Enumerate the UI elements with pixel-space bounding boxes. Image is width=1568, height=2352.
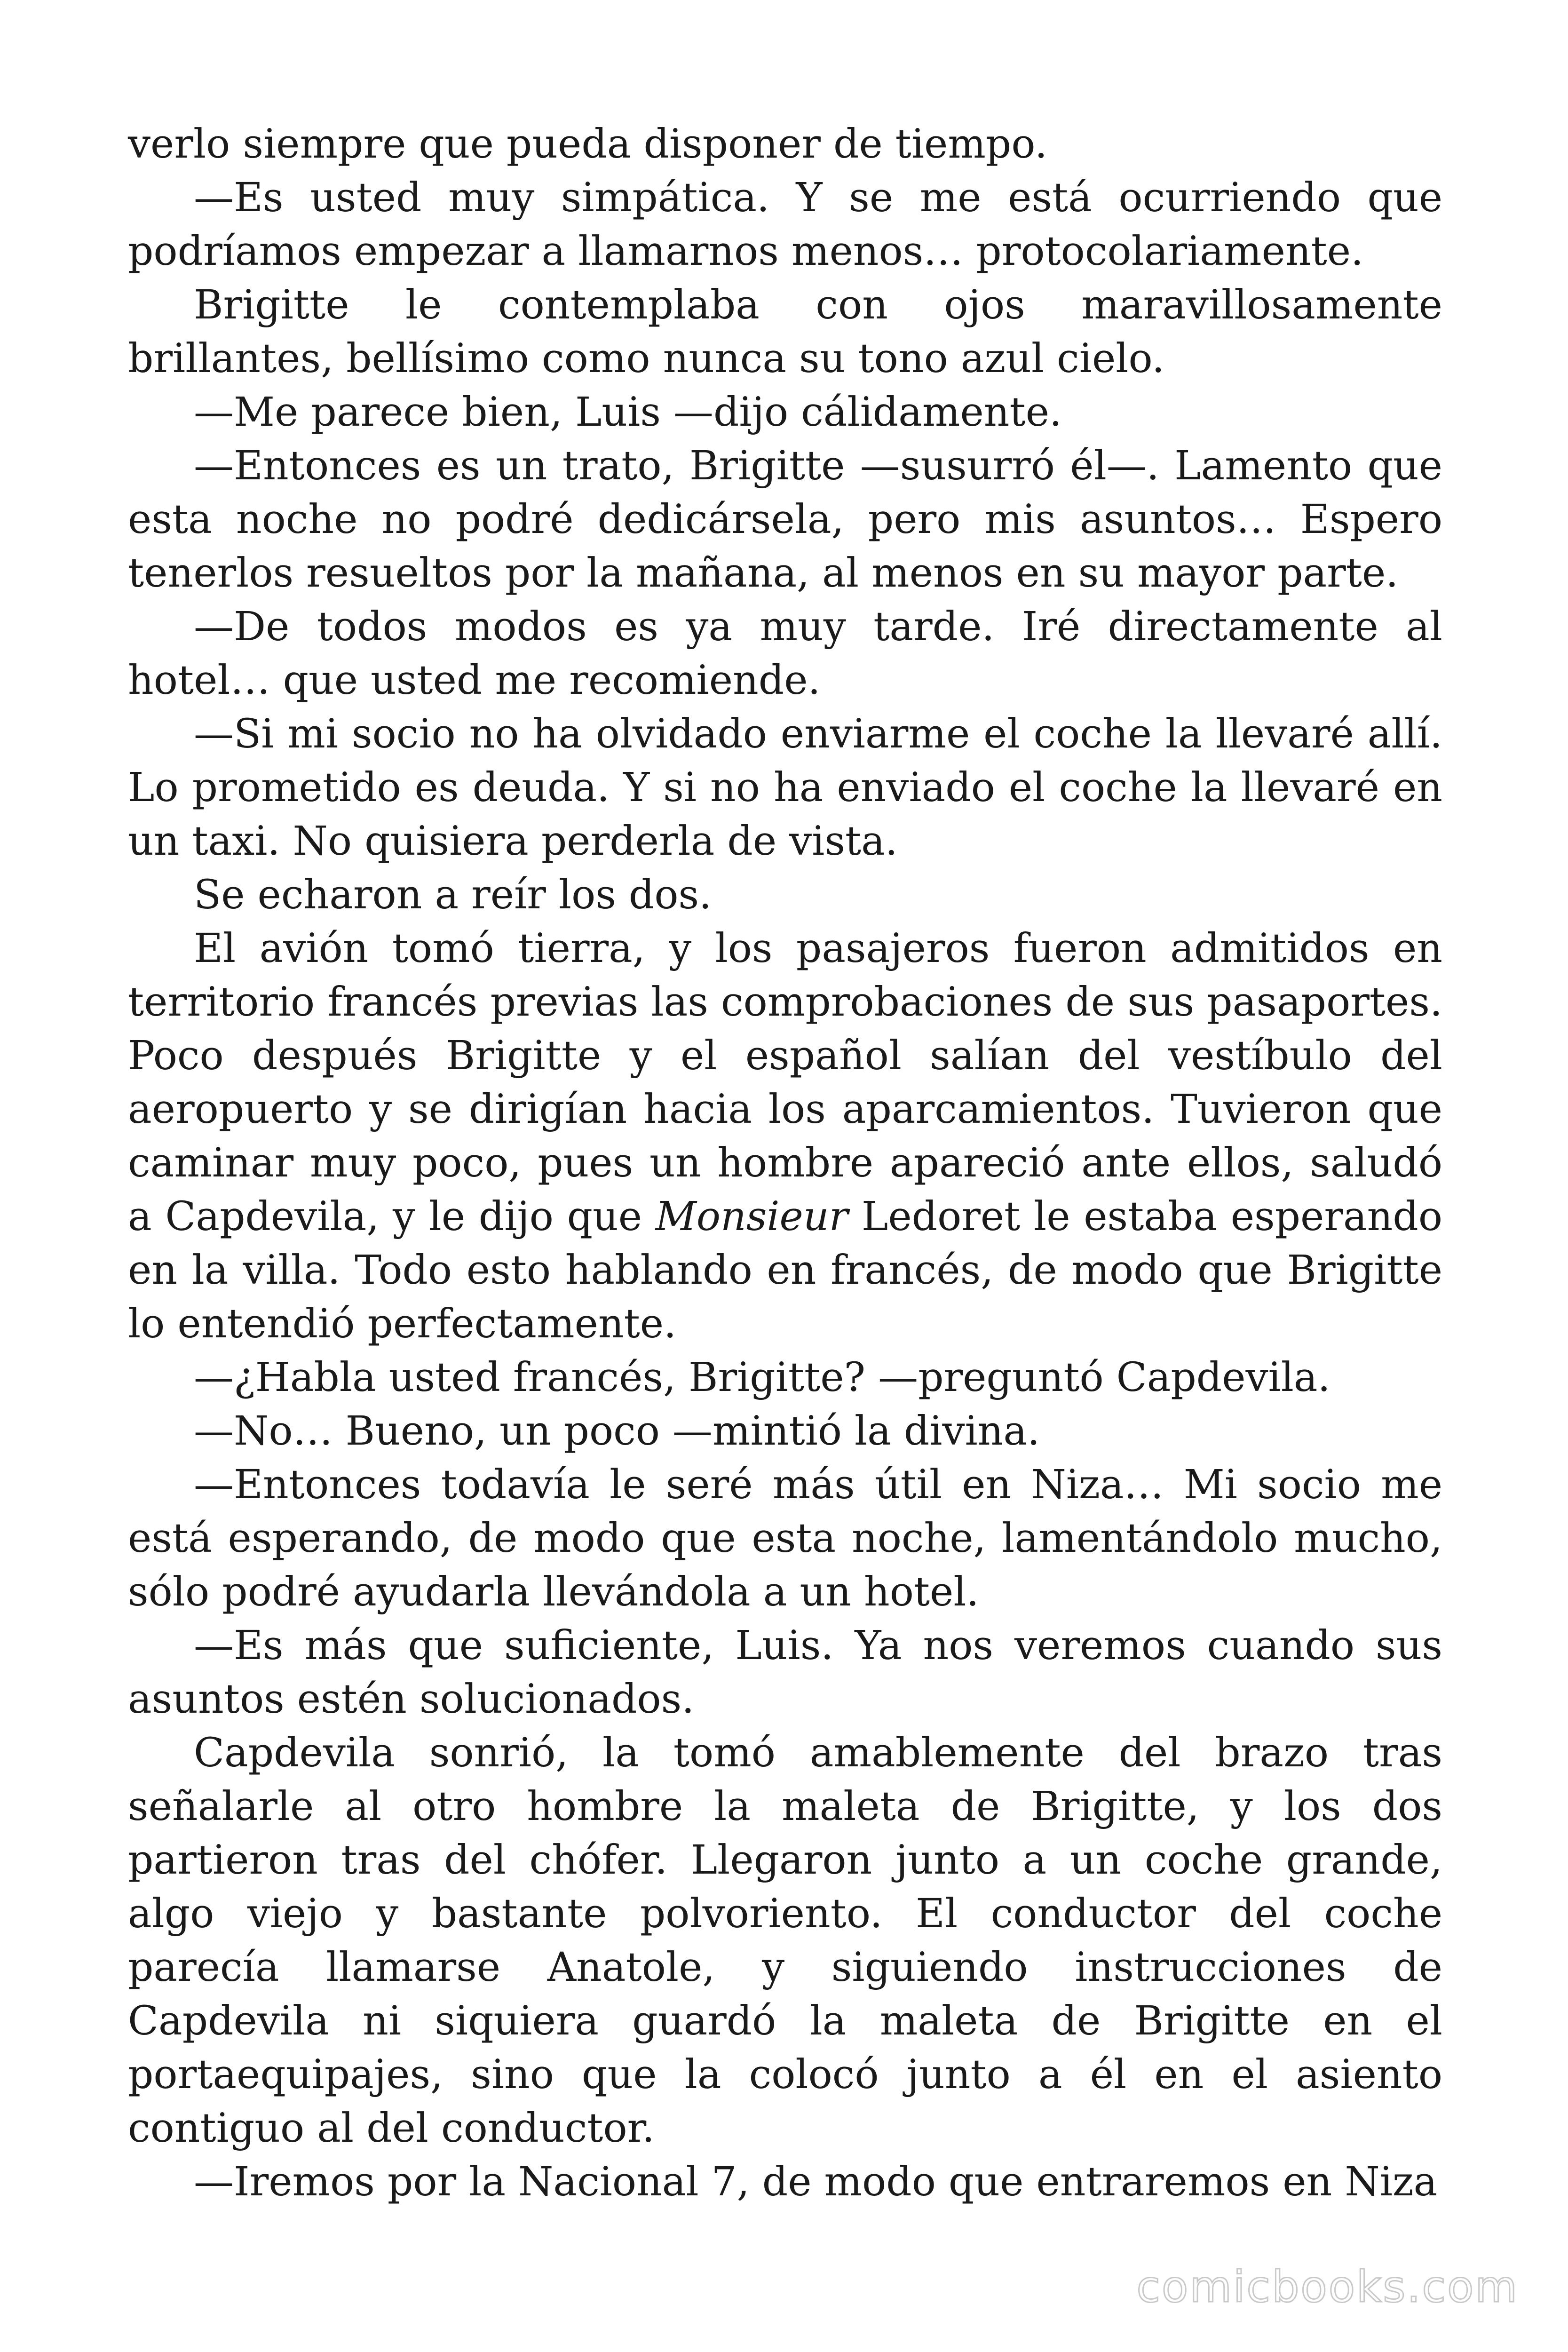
paragraph (128, 922, 1442, 1351)
paragraph: —Si mi socio no ha olvidado enviarme el coche la llevaré allí. Lo prometido es deuda. Y si no ha enviado el coche la llevaré en un taxi. No quisiera perderla de vista. (128, 711, 1442, 865)
paragraph: —Iremos por la Nacional 7, de modo que entraremos en Niza (194, 2159, 1438, 2205)
paragraph: Brigitte le contemplaba con ojos maravillosamente brillantes, bellísimo como nunca su tono azul cielo. (128, 282, 1442, 382)
paragraph: —¿Habla usted francés, Brigitte? —preguntó Capdevila. (194, 1354, 1330, 1401)
book-page-text (128, 118, 1442, 2209)
italic-word: Monsieur (655, 1193, 848, 1240)
paragraph: verlo siempre que pueda disponer de tiempo. (128, 121, 1048, 167)
paragraph-text: El avión tomó tierra, y los pasajeros fueron admitidos en territorio francés previas las comprobaciones de sus pasaportes. Poco después Brigitte y el español salían del vestíbulo del aeropuerto y se dirigían hacia los aparcamientos. Tuvieron que caminar muy poco, pues un hombre apareció ante ellos, saludó a Capdevila, y le dijo que (128, 925, 1442, 1240)
paragraph: —Es usted muy simpática. Y se me está ocurriendo que podríamos empezar a llamarnos menos… protocolariamente. (128, 175, 1442, 275)
paragraph: —De todos modos es ya muy tarde. Iré directamente al hotel… que usted me recomiende. (128, 604, 1442, 704)
paragraph: Se echaron a reír los dos. (194, 872, 712, 918)
paragraph: —Me parece bien, Luis —dijo cálidamente. (194, 389, 1062, 436)
paragraph: Capdevila sonrió, la tomó amablemente del brazo tras señalarle al otro hombre la maleta de Brigitte, y los dos partieron tras del chófer. Llegaron junto a un coche grande, algo viejo y bastante polvoriento. El conductor del coche parecía llamarse Anatole, y siguiendo instrucciones de Capdevila ni siquiera guardó la maleta de Brigitte en el portaequipajes, sino que la colocó junto a él en el asiento contiguo al del conductor. (128, 1730, 1442, 2152)
paragraph: —No… Bueno, un poco —mintió la divina. (194, 1408, 1040, 1454)
paragraph: —Entonces todavía le seré más útil en Niza… Mi socio me está esperando, de modo que esta noche, lamentándolo mucho, sólo podré ayudarla llevándola a un hotel. (128, 1462, 1442, 1615)
paragraph: —Entonces es un trato, Brigitte —susurró él—. Lamento que esta noche no podré dedicársela, pero mis asuntos… Espero tenerlos resueltos por la mañana, al menos en su mayor parte. (128, 443, 1442, 596)
paragraph: —Es más que suficiente, Luis. Ya nos veremos cuando sus asuntos estén solucionados. (128, 1622, 1442, 1723)
watermark: comicbooks.com (1136, 2262, 1519, 2312)
paragraph-text: Ledoret le estaba esperando en la villa. Todo esto hablando en francés, de modo que Brigitte lo entendió perfectamente. (128, 1193, 1442, 1347)
